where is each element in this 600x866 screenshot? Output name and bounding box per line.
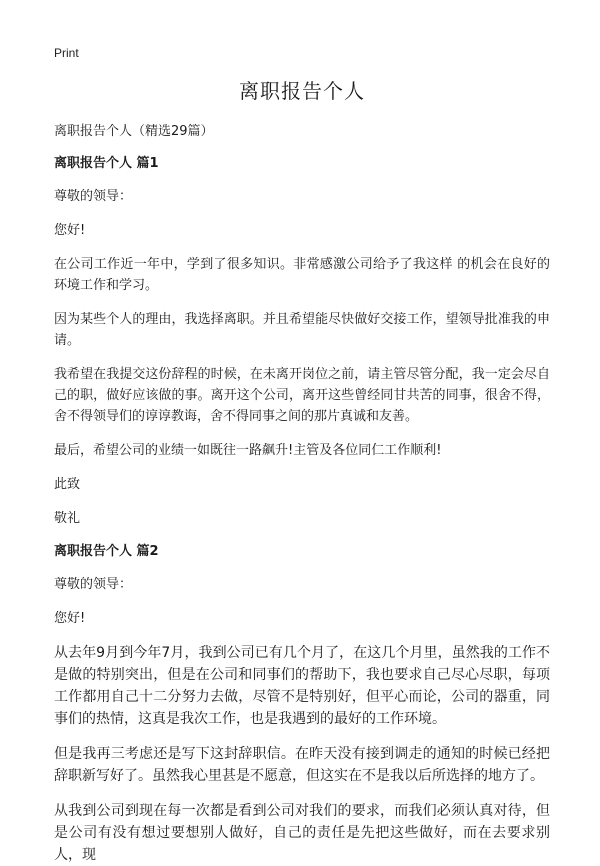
body-paragraph: 在公司工作近一年中，学到了很多知识。非常感激公司给予了我这样 的机会在良好的环境工作和学习。 — [54, 257, 550, 293]
document-subtitle: 离职报告个人（精选29篇） — [54, 124, 214, 139]
document-title: 离职报告个人 — [239, 79, 365, 103]
section-2 — [54, 542, 550, 866]
body-paragraph: 从我到公司到现在每一次都是看到公司对我们的要求，而我们必须认真对待，但是公司有没有想过要想别人做好，自己的责任是先把这些做好，而在去要求别人，现 — [54, 803, 550, 863]
body-paragraph: 从去年9月到今年7月，我到公司已有几个月了，在这几个月里，虽然我的工作不是做的特别突出，但是在公司和同事们的帮助下，我也要求自己尽心尽职，每项工作都用自己十二分努力去做，尽管不是特别好，但平心而论，公司的器重，同事们的热情，这真是我次工作，也是我遇到的最好的工作环境。 — [54, 645, 550, 727]
print-label: Print — [54, 46, 79, 60]
body-paragraph: 最后，希望公司的业绩一如既往一路飙升!主管及各位同仁工作顺利! — [54, 443, 442, 458]
body-paragraph: 因为某些个人的理由，我选择离职。并且希望能尽快做好交接工作，望领导批准我的申请。 — [54, 312, 550, 348]
body-paragraph: 我希望在我提交这份辞程的时候，在未离开岗位之前，请主管尽管分配，我一定会尽自己的职，做好应该做的事。离开这个公司，离开这些曾经同甘共苦的同事，很舍不得，舍不得领导们的谆谆教诲，舍不得同事之间的那片真诚和友善。 — [54, 367, 550, 424]
section-heading: 离职报告个人 篇1 — [54, 156, 159, 171]
body-paragraph: 但是我再三考虑还是写下这封辞职信。在昨天没有接到调走的通知的时候已经把辞职新写好了。虽然我心里甚是不愿意，但这实在不是我以后所选择的地方了。 — [54, 746, 550, 784]
section-1 — [54, 154, 550, 529]
closing-line: 此致 — [54, 477, 81, 492]
section-heading: 离职报告个人 篇2 — [54, 544, 159, 559]
salutation: 尊敬的领导： — [54, 189, 133, 204]
salutation: 尊敬的领导： — [54, 577, 133, 592]
closing-line: 敬礼 — [54, 511, 81, 526]
greeting: 您好! — [54, 611, 86, 626]
greeting: 您好! — [54, 223, 86, 238]
